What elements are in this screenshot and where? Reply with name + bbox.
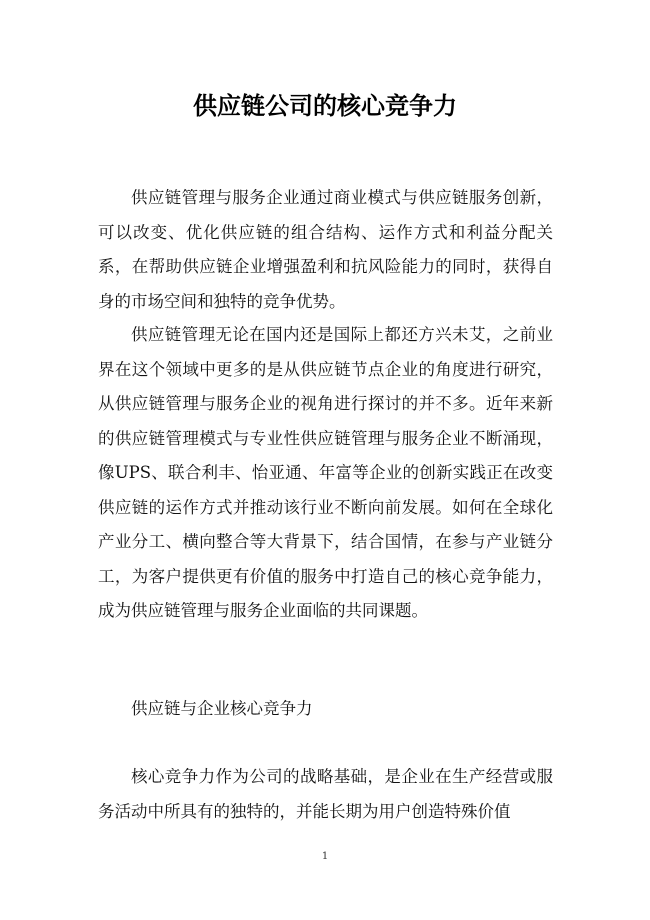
section-heading: 供应链与企业核心竞争力 [131,699,313,718]
section-paragraph: 核心竞争力作为公司的战略基础，是企业在生产经营或服务活动中所具有的独特的，并能长期为用户创造特殊价值 [98,767,553,821]
body-paragraph-1: 供应链管理与服务企业通过商业模式与供应链服务创新，可以改变、优化供应链的组合结构、运作方式和利益分配关系，在帮助供应链企业增强盈利和抗风险能力的同时，获得自身的市场空间和独特的竞争优势。 [98,188,553,311]
page-number: 1 [321,851,329,862]
document-title: 供应链公司的核心竞争力 [193,92,457,120]
body-paragraph-2: 供应链管理无论在国内还是国际上都还方兴未艾，之前业界在这个领域中更多的是从供应链节点企业的角度进行研究，从供应链管理与服务企业的视角进行探讨的并不多。近年来新的供应链管理模式与专业性供应链管理与服务企业不断涌现，像UPS、联合利丰、怡亚通、年富等企业的创新实践正在改变供应链的运作方式并推动该行业不断向前发展。如何在全球化产业分工、横向整合等大背景下，结合国情，在参与产业链分工，为客户提供更有价值的服务中打造自己的核心竞争能力，成为供应链管理与服务企业面临的共同课题。 [98,325,553,620]
